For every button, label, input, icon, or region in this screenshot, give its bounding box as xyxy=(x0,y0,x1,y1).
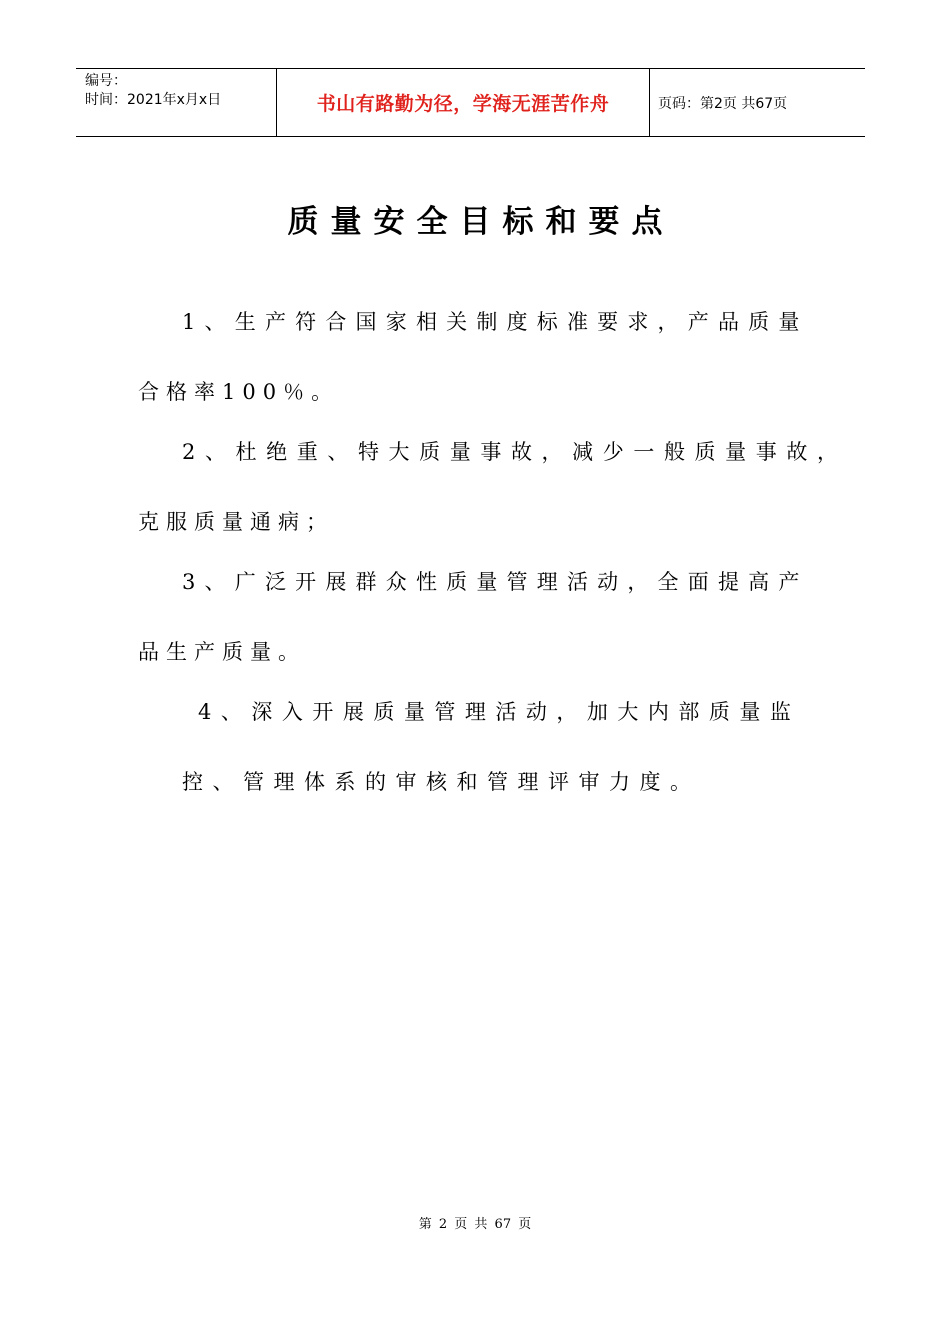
item-3-line-1: 3、广泛开展群众性质量管理活动，全面提高产 xyxy=(182,570,809,594)
item-1-line-2: 合格率100％。 xyxy=(138,380,340,404)
item-2-line-1: 2、杜绝重、特大质量事故，减少一般质量事故， xyxy=(182,440,848,464)
page-header xyxy=(76,68,865,137)
header-motto: 书山有路勤为径，学海无涯苦作舟 xyxy=(277,69,650,136)
document-number-label: 编号： xyxy=(85,73,127,89)
item-4-line-2: 控、管理体系的审核和管理评审力度。 xyxy=(182,770,701,794)
document-title: 质量安全目标和要点 xyxy=(287,204,675,240)
header-page-code: 页码：第2页 共67页 xyxy=(658,95,788,112)
document-date: 时间：2021年x月x日 xyxy=(85,92,222,108)
header-meta xyxy=(76,69,277,136)
page-footer: 第 2 页 共 67 页 xyxy=(418,1217,532,1232)
item-3-line-2: 品生产质量。 xyxy=(138,640,306,664)
item-4-line-1: 4、深入开展质量管理活动，加大内部质量监 xyxy=(198,700,801,724)
item-2-line-2: 克服质量通病； xyxy=(138,510,334,534)
item-1-line-1: 1、生产符合国家相关制度标准要求，产品质量 xyxy=(182,310,809,334)
